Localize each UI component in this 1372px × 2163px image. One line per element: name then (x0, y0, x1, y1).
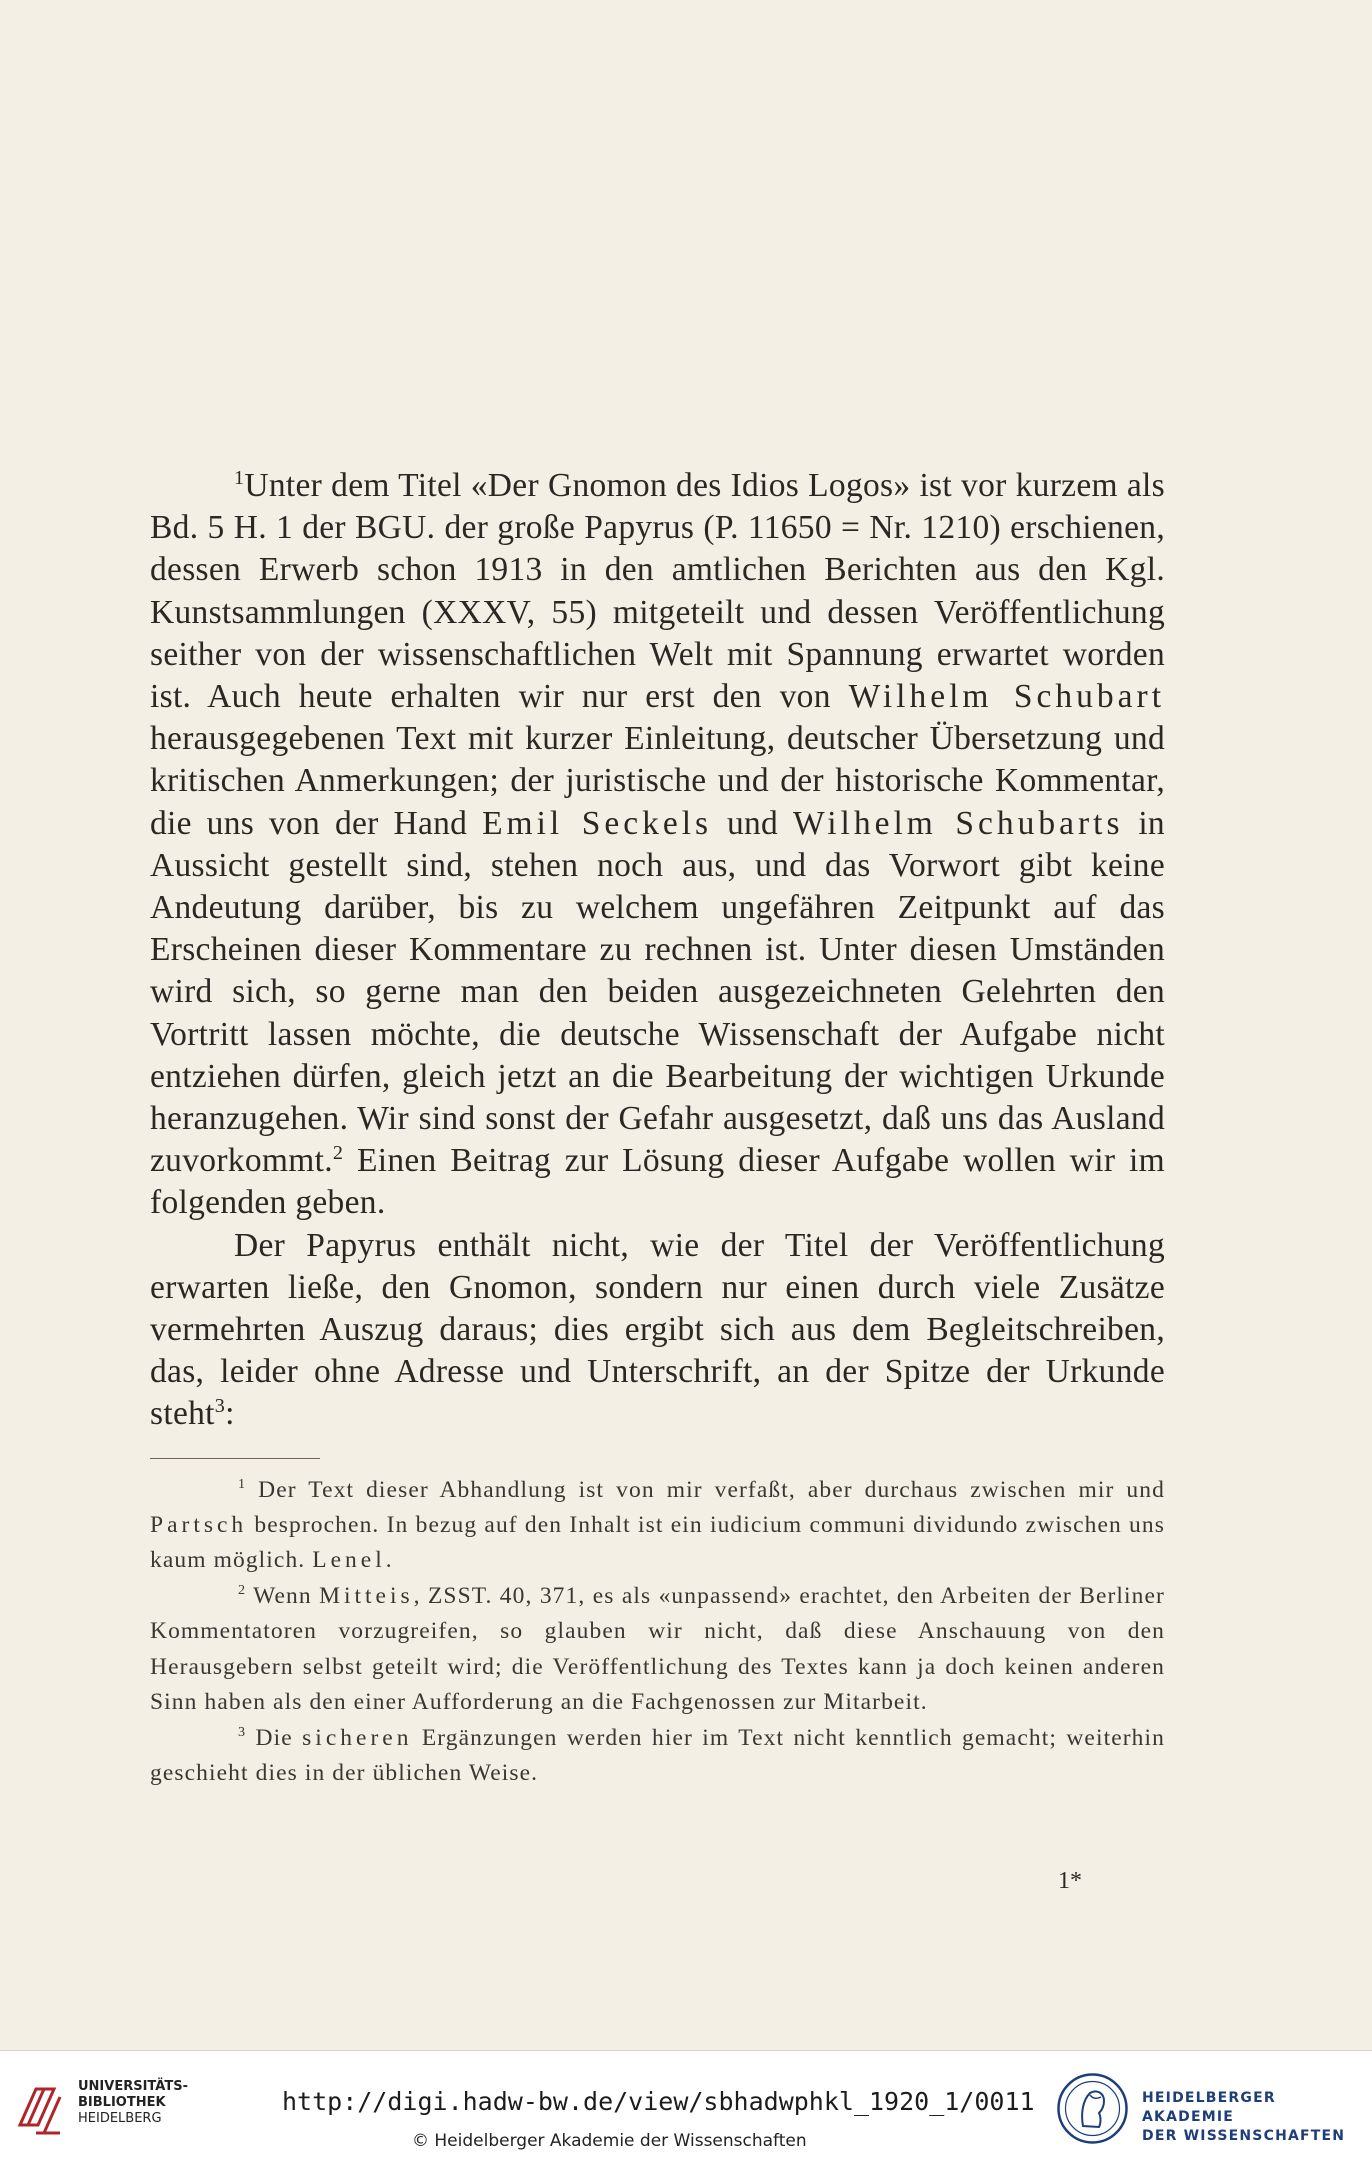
paragraph-2 (150, 1225, 1165, 1436)
footnote-3-mark: 3 (238, 1723, 247, 1740)
footer-bar (0, 2050, 1372, 2163)
footnote-1-mark: 1 (238, 1475, 247, 1492)
ub-line-2: BIBLIOTHEK (78, 2095, 166, 2110)
footnote-2-part-b: , ZSST. 40, 371, es als «unpassend» erachtet, den Arbeiten der Berliner Kommentatoren vorzugreifen, so glauben wir nicht, daß diese Anschauung von den Herausgebern selbst geteilt wird; die Veröffentlichung des Textes kann ja doch keinen anderen Sinn haben als den einer Aufforderung an die Fachgenossen zur Mitarbeit. (150, 1582, 1165, 1716)
sheet-signature: 1* (1058, 1868, 1082, 1894)
academy-line-1: HEIDELBERGER AKADEMIE (1142, 2090, 1276, 2125)
name-schubarts: Wilhelm Schubarts (792, 804, 1124, 842)
academy-seal-icon[interactable] (1055, 2071, 1130, 2146)
footnote-ref-3: 3 (214, 1395, 226, 1418)
academy-line-2: DER WISSENSCHAFTEN (1142, 2128, 1346, 2144)
word-sicheren: sicheren (302, 1724, 413, 1751)
paragraph-1-part-e: Einen Beitrag zur Lösung dieser Aufgabe wollen wir im folgenden geben. (150, 1142, 1165, 1222)
footnote-1-part-a: Der Text dieser Abhandlung ist von mir verfaßt, aber durchaus zwischen mir und (258, 1476, 1165, 1503)
university-library-name[interactable] (78, 2079, 188, 2127)
paragraph-1-part-d: in Aussicht gestellt sind, stehen noch aus, und das Vorwort gibt keine Andeutung darüber, bis zu welchem ungefähren Zeitpunkt auf das Erscheinen dieser Kommentare zu rechnen ist. Unter diesen Umständen wird sich, so gerne man den beiden ausgezeichneten Gelehrten den Vortritt lassen möchte, die deutsche Wissenschaft der Aufgabe nicht entziehen dürfen, gleich jetzt an die Bearbeitung der wichtigen Urkunde heranzugehen. Wir sind sonst der Gefahr ausgesetzt, daß uns das Ausland zuvorkommt. (150, 804, 1165, 1180)
footnote-2 (150, 1579, 1165, 1721)
paragraph-1-part-a: Unter dem Titel «Der Gnomon des Idios Logos» ist vor kurzem als Bd. 5 H. 1 der BGU. der große Papyrus (P. 11650 = Nr. 1210) erschienen, dessen Erwerb schon 1913 in den amtlichen Berichten aus den Kgl. Kunstsammlungen (XXXV, 55) mitgeteilt und dessen Veröffentlichung seither von der wissenschaftlichen Welt mit Spannung erwartet worden ist. Auch heute erhalten wir nur erst den von (150, 467, 1165, 716)
footnote-ref-1: 1 (234, 466, 245, 489)
text-block (150, 465, 1165, 1791)
footnote-1 (150, 1473, 1165, 1579)
academy-name[interactable] (1142, 2089, 1372, 2146)
footnote-rule (150, 1458, 320, 1459)
footnote-3 (150, 1721, 1165, 1792)
body-text (150, 465, 1165, 1436)
name-partsch: Partsch (150, 1512, 248, 1539)
permalink-url[interactable]: http://digi.hadw-bw.de/view/sbhadwphkl_1920_1/0011 (282, 2087, 1035, 2116)
name-seckel: Emil Seckels (482, 804, 713, 842)
footnote-1-part-b: besprochen. In bezug auf den Inhalt ist ein iudicium communi dividundo zwischen uns kaum möglich. (150, 1512, 1165, 1574)
footnote-2-mark: 2 (238, 1582, 247, 1599)
name-schubart: Wilhelm Schubart (848, 678, 1165, 716)
paragraph-2-colon: : (225, 1395, 235, 1433)
footnote-3-part-b: Ergänzungen werden hier im Text nicht kenntlich gemacht; weiterhin geschieht dies in der üblichen Weise. (150, 1724, 1165, 1786)
footnotes (150, 1473, 1165, 1792)
paragraph-2-text: Der Papyrus enthält nicht, wie der Titel der Veröffentlichung erwarten ließe, den Gnomon, sondern nur einen durch viele Zusätze vermehrten Auszug daraus; dies ergibt sich aus dem Begleitschreiben, das, leider ohne Adresse und Unterschrift, an der Spitze der Urkunde steht (150, 1226, 1165, 1433)
ub-line-1: UNIVERSITÄTS- (78, 2079, 188, 2094)
paragraph-1-part-c: und (712, 804, 793, 842)
paragraph-1 (150, 465, 1165, 1225)
name-lenel: Lenel. (312, 1547, 396, 1574)
paragraph-1-part-b: herausgegebenen Text mit kurzer Einleitung, deutscher Übersetzung und kritischen Anmerkungen; der juristische und der historische Kommentar, die uns von der Hand (150, 720, 1165, 842)
name-mitteis: Mitteis (319, 1582, 414, 1609)
ub-line-3: HEIDELBERG (78, 2111, 162, 2126)
copyright-notice: © Heidelberger Akademie der Wissenschaften (412, 2131, 807, 2151)
footnote-2-part-a: Wenn (253, 1582, 320, 1609)
footnote-3-part-a: Die (255, 1724, 303, 1751)
footnote-ref-2: 2 (332, 1142, 344, 1165)
